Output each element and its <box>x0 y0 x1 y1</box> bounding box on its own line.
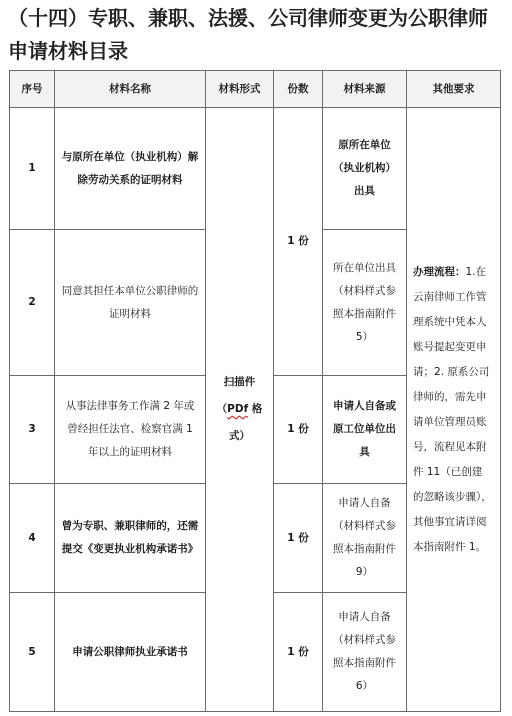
row-1-name: 与原所在单位（执业机构）解除劳动关系的证明材料 <box>54 107 206 230</box>
header-copies: 份数 <box>273 70 323 108</box>
other-requirements-text: 办理流程：1.在云南律师工作管理系统中凭本人账号提起变更申请；2. 原系公司律师的，需先申请单位管理员账号，流程见本附件 11（已创建的忽略该步骤），其他事宜请详阅本指南附件 1。 <box>413 265 492 553</box>
row-3-copies: 1 份 <box>273 375 323 484</box>
header-other: 其他要求 <box>406 70 501 108</box>
header-no: 序号 <box>9 70 55 108</box>
header-name: 材料名称 <box>54 70 206 108</box>
row-4-no: 4 <box>9 483 55 593</box>
row-2-no: 2 <box>9 229 55 376</box>
form-text: 扫描件（PDf 格式） <box>216 376 263 442</box>
row-2-source: 所在单位出具（材料样式参照本指南附件5） <box>322 229 407 376</box>
process-label: 办理流程： <box>413 265 466 278</box>
form-cell <box>205 107 274 712</box>
copies-rows-1-2: 1 份 <box>273 107 323 376</box>
pdf-mark: PDf <box>227 403 249 415</box>
row-1-source: 原所在单位（执业机构）出具 <box>322 107 407 230</box>
row-3-no: 3 <box>9 375 55 484</box>
row-4-source: 申请人自备（材料样式参照本指南附件 9） <box>322 483 407 593</box>
title-line-2: 申请材料目录 <box>8 39 128 63</box>
row-5-no: 5 <box>9 592 55 712</box>
materials-table <box>9 70 501 712</box>
row-5-source: 申请人自备（材料样式参照本指南附件 6） <box>322 592 407 712</box>
row-3-name: 从事法律事务工作满 2 年或曾经担任法官、检察官满 1 年以上的证明材料 <box>54 375 206 484</box>
row-4-name: 曾为专职、兼职律师的，还需提交《变更执业机构承诺书》 <box>54 483 206 593</box>
row-5-copies: 1 份 <box>273 592 323 712</box>
header-source: 材料来源 <box>322 70 407 108</box>
row-2-name: 同意其担任本单位公职律师的证明材料 <box>54 229 206 376</box>
other-requirements <box>406 107 501 712</box>
page-title <box>8 2 508 68</box>
row-3-source: 申请人自备或原工位单位出具 <box>322 375 407 484</box>
header-form: 材料形式 <box>205 70 274 108</box>
row-1-no: 1 <box>9 107 55 230</box>
row-5-name: 申请公职律师执业承诺书 <box>54 592 206 712</box>
row-4-copies: 1 份 <box>273 483 323 593</box>
title-line-1: （十四）专职、兼职、法援、公司律师变更为公职律师 <box>8 6 488 30</box>
